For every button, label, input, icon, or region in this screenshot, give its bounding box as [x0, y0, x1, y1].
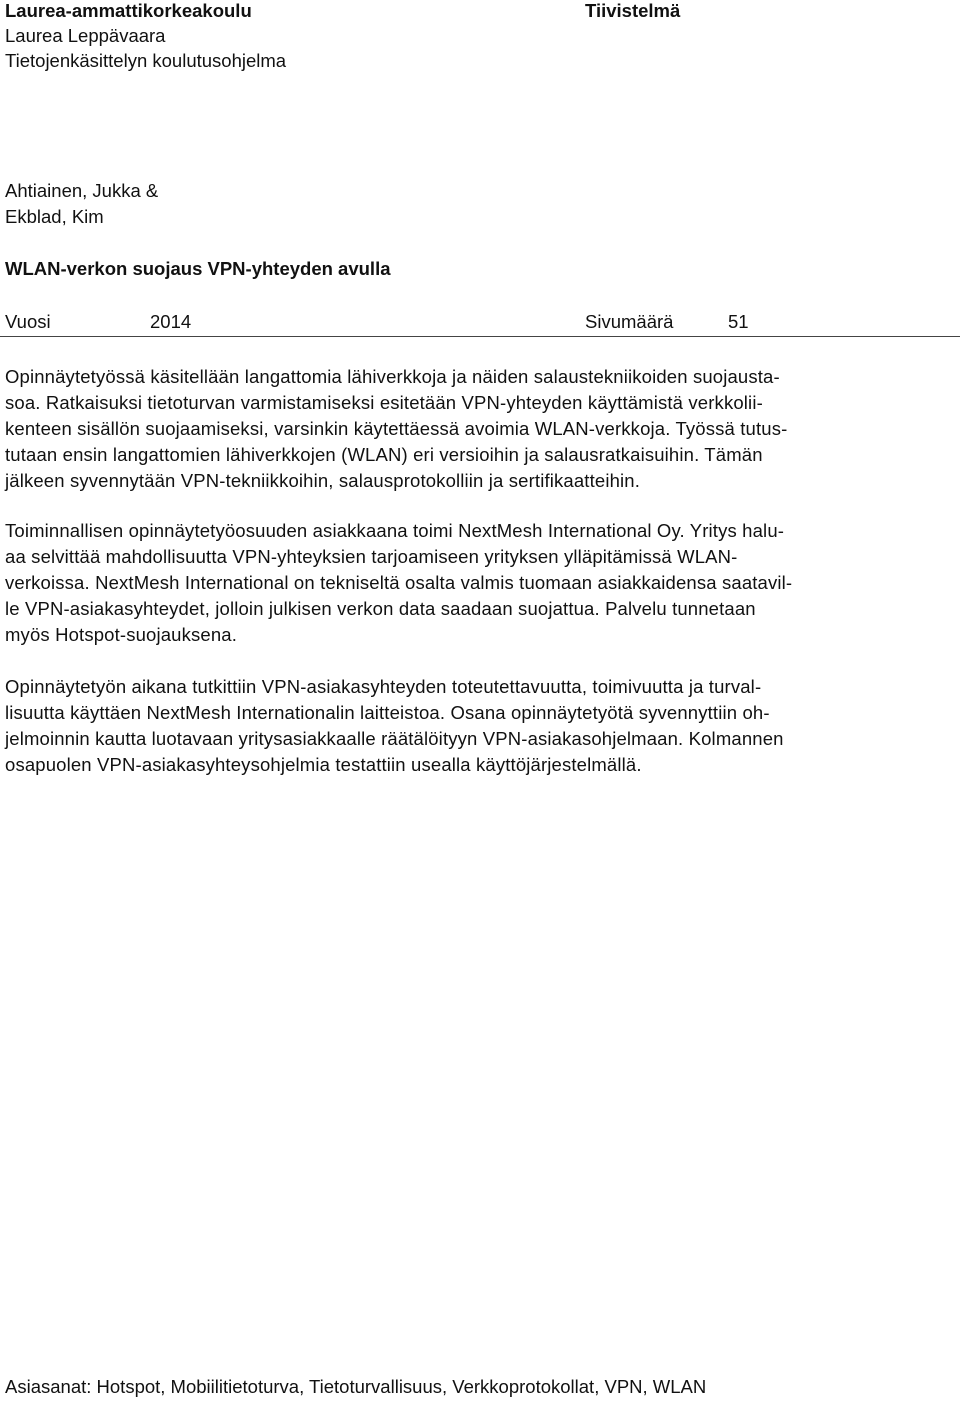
pages-label: Sivumäärä: [585, 311, 674, 332]
school-name: Laurea-ammattikorkeakoulu: [5, 0, 252, 21]
author-line-1: Ahtiainen, Jukka &: [5, 180, 159, 201]
paragraph-line: jelmoinnin kautta luotavaan yritysasiakkaalle räätälöityyn VPN-asiakasohjelmaan. Kolmannen: [5, 728, 784, 749]
year-label: Vuosi: [5, 311, 51, 332]
paragraph-line: Opinnäytetyössä käsitellään langattomia lähiverkkoja ja näiden salaustekniikoiden suojausta-: [5, 366, 780, 387]
paragraph-line: Opinnäytetyön aikana tutkittiin VPN-asiakasyhteyden toteutettavuutta, toimivuutta ja turval-: [5, 676, 762, 697]
paragraph-line: le VPN-asiakasyhteydet, jolloin julkisen verkon data saadaan suojattua. Palvelu tunnetaan: [5, 598, 756, 619]
thesis-title: WLAN-verkon suojaus VPN-yhteyden avulla: [5, 258, 391, 279]
programme-name: Tietojenkäsittelyn koulutusohjelma: [5, 50, 287, 71]
paragraph-line: lisuutta käyttäen NextMesh Internationalin laitteistoa. Osana opinnäytetyötä syvennyttiin oh-: [5, 702, 770, 723]
pages-value: 51: [728, 311, 749, 332]
campus-name: Laurea Leppävaara: [5, 25, 166, 46]
paragraph-line: osapuolen VPN-asiakasyhteysohjelmia testattiin usealla käyttöjärjestelmällä.: [5, 754, 642, 775]
paragraph-line: tutaan ensin langattomien lähiverkkojen (WLAN) eri versioihin ja salausratkaisuihin. Tämän: [5, 444, 763, 465]
paragraph-line: myös Hotspot-suojauksena.: [5, 624, 238, 645]
paragraph-line: kenteen sisällön suojaamiseksi, varsinkin käytettäessä avoimia WLAN-verkkoja. Työssä tutus-: [5, 418, 788, 439]
meta-divider: [0, 336, 960, 337]
author-line-2: Ekblad, Kim: [5, 206, 104, 227]
paragraph-line: Toiminnallisen opinnäytetyöosuuden asiakkaana toimi NextMesh International Oy. Yritys halu-: [5, 520, 785, 541]
year-value: 2014: [150, 311, 192, 332]
paragraph-line: soa. Ratkaisuksi tietoturvan varmistamiseksi esitetään VPN-yhteyden käyttämistä verkkolii-: [5, 392, 763, 413]
keywords: Asiasanat: Hotspot, Mobiilitietoturva, Tietoturvallisuus, Verkkoprotokollat, VPN, WLAN: [5, 1376, 707, 1397]
paragraph-line: aa selvittää mahdollisuutta VPN-yhteyksien tarjoamiseen yrityksen ylläpitämissä WLAN-: [5, 546, 738, 567]
paragraph-line: jälkeen syvennytään VPN-tekniikkoihin, salausprotokolliin ja sertifikaatteihin.: [5, 470, 641, 491]
document-type: Tiivistelmä: [585, 0, 681, 21]
paragraph-line: verkoissa. NextMesh International on tekniseltä osalta valmis tuomaan asiakkaidensa saatavil-: [5, 572, 793, 593]
